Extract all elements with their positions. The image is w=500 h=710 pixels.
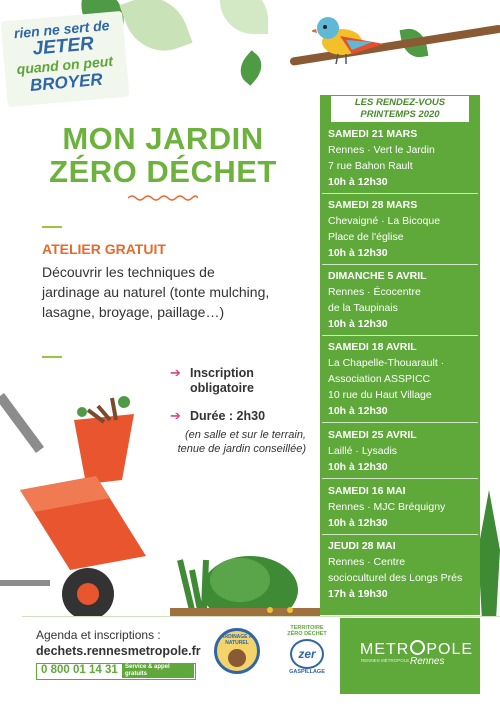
event-location: Laillé · Lysadis (328, 445, 398, 457)
zero-waste-line: ZÉRO DÉCHET (287, 631, 327, 637)
metropole-o-icon (410, 640, 425, 655)
divider (42, 356, 62, 358)
page-title-line: ZÉRO DÉCHET (49, 154, 277, 189)
phone-number[interactable]: 0 800 01 14 31 (41, 664, 118, 676)
event-time: 10h à 12h30 (328, 405, 388, 417)
event-location: Place de l'église (328, 231, 404, 243)
tagline-line: BROYER (29, 69, 104, 96)
workshop-label: ATELIER GRATUIT (42, 241, 166, 257)
event-date: JEUDI 28 MAI (328, 540, 396, 552)
event-item (328, 126, 435, 190)
workshop-description: Découvrir les techniques de jardinage au naturel (tonte mulching, lasagne, broyage, paillage…) (42, 264, 270, 320)
metropole-small: RENNES MÉTROPOLE (361, 658, 410, 663)
metropole-part: METR (360, 641, 410, 658)
event-time: 10h à 12h30 (328, 176, 388, 188)
event-date: SAMEDI 18 AVRIL (328, 341, 417, 353)
event-time: 10h à 12h30 (328, 247, 388, 259)
zero-waste-line: GASPILLAGE (289, 669, 325, 675)
event-date: DIMANCHE 5 AVRIL (328, 270, 427, 282)
event-date: SAMEDI 28 MARS (328, 199, 418, 211)
website-link[interactable]: dechets.rennesmetropole.fr (36, 644, 201, 658)
event-time: 10h à 12h30 (328, 318, 388, 330)
page-title (38, 122, 288, 188)
leaf-decoration (220, 0, 268, 34)
event-item (328, 483, 445, 531)
tagline-line: JETER (31, 33, 95, 60)
event-separator (322, 422, 478, 423)
agenda-label: Agenda et inscriptions : (36, 628, 161, 642)
divider (42, 226, 62, 228)
event-location: Association ASSPICC (328, 373, 431, 385)
tagline (5, 15, 123, 96)
bird-illustration (312, 10, 392, 65)
event-time: 10h à 12h30 (328, 517, 388, 529)
event-time: 17h à 19h30 (328, 588, 388, 600)
leaf-decoration (234, 50, 269, 86)
event-separator (322, 478, 478, 479)
tagline-line: quand on peut (16, 52, 114, 78)
gardening-badge-logo (214, 628, 260, 674)
event-location: La Chapelle-Thouarault · (328, 357, 445, 369)
event-location: 7 rue Bahon Rault (328, 160, 413, 172)
phone-note-line: gratuits (125, 671, 148, 677)
event-location: socioculturel des Longs Prés (328, 572, 463, 584)
event-location: Rennes · Vert le Jardin (328, 144, 435, 156)
page-title-line: MON JARDIN (62, 121, 264, 156)
event-location: Rennes · MJC Bréquigny (328, 501, 446, 513)
schedule-title (330, 95, 470, 123)
schedule-title-line: LES RENDEZ-VOUS (354, 97, 446, 108)
phone-note-line: Service & appel (125, 664, 170, 670)
gardener-icon (228, 649, 246, 667)
event-separator (322, 534, 478, 535)
leaf-decoration (119, 0, 192, 62)
event-separator (322, 335, 478, 336)
shredder-illustration (0, 380, 160, 620)
event-separator (322, 264, 478, 265)
gardening-badge-text: JARDINAGE AU NATUREL (218, 634, 256, 646)
event-item (328, 268, 427, 332)
zero-waste-word: zer (290, 639, 324, 669)
event-location: Chevaigné · La Bicoque (328, 215, 441, 227)
event-location: de la Taupinais (328, 302, 398, 314)
arrow-icon: ➔ (170, 365, 181, 380)
event-time: 10h à 12h30 (328, 461, 388, 473)
event-location: Rennes · Écocentre (328, 286, 421, 298)
event-item (328, 197, 440, 261)
event-location: Rennes · Centre (328, 556, 406, 568)
registration-info: Inscription obligatoire (190, 366, 254, 395)
event-date: SAMEDI 21 MARS (328, 128, 418, 140)
event-item (328, 538, 462, 602)
garden-illustration (170, 520, 320, 620)
zero-waste-territory-logo (282, 625, 332, 685)
tree-illustration (478, 490, 500, 620)
event-location: 10 rue du Haut Village (328, 389, 432, 401)
event-date: SAMEDI 25 AVRIL (328, 429, 417, 441)
wavy-underline (128, 194, 198, 202)
duration-note: (en salle et sur le terrain, tenue de jardin conseillée) (177, 429, 306, 455)
event-date: SAMEDI 16 MAI (328, 485, 406, 497)
phone-note (122, 664, 194, 678)
tagline-line: rien ne sert de (13, 16, 111, 42)
metropole-city: Rennes (410, 656, 445, 667)
arrow-icon: ➔ (170, 408, 181, 423)
schedule-title-line: PRINTEMPS 2020 (360, 109, 440, 120)
event-item (328, 427, 417, 475)
metropole-part: POLE (426, 641, 474, 658)
event-separator (322, 193, 478, 194)
zero-waste-line: TERRITOIRE (290, 625, 324, 631)
duration-info: Durée : 2h30 (190, 409, 266, 423)
event-item (328, 339, 444, 419)
